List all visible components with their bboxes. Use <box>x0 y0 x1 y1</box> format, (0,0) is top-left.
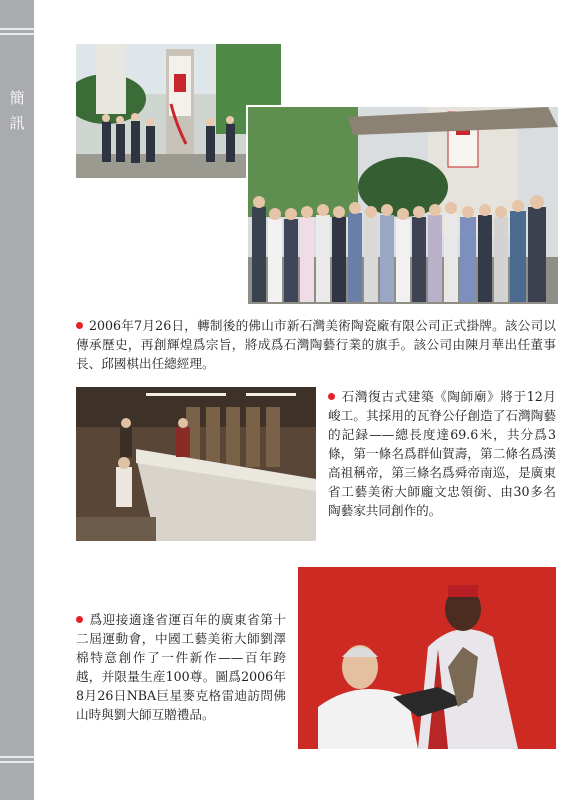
photo-group <box>246 105 560 306</box>
bullet-icon <box>328 393 335 400</box>
photo-gift-exchange <box>298 567 556 749</box>
section-label <box>0 86 34 136</box>
caption-temple-ridge <box>328 387 556 520</box>
caption-text: 爲迎接適逢省運百年的廣東省第十二屆運動會，中國工藝美術大師劉澤棉特意創作了一件新作——百年跨越，并限量生産100尊。圖爲2006年8月26日NBA巨星麥克格雷迪訪問佛山時與劉大師互贈禮品。 <box>76 612 286 722</box>
caption-text: 2006年7月26日，轉制後的佛山市新石灣美術陶瓷廠有限公司正式掛牌。該公司以傳承歷史，再創輝煌爲宗旨，將成爲石灣陶藝行業的旗手。該公司由陳月華出任董事長、邱國棋出任總經理。 <box>76 318 556 371</box>
caption-company-listing <box>76 316 556 373</box>
caption-text: 石灣復古式建築《陶師廟》將于12月峻工。其採用的瓦脊公仔創造了石灣陶藝的記録——總長度達69.6米，共分爲3條，第一條名爲群仙賀壽，第二條名爲漢高祖稱帝，第三條名爲舜帝南巡，是廣東省工藝美術大師龐文忠領銜、由30多名陶藝家共同創作的。 <box>328 389 556 518</box>
section-label-char-2: 訊 <box>9 114 25 132</box>
bullet-icon <box>76 322 83 329</box>
caption-nba-gift <box>76 610 286 724</box>
sidebar <box>0 0 34 800</box>
sidebar-rule-top <box>0 28 34 38</box>
sidebar-rule-bottom <box>0 756 34 766</box>
photo-ceramic-ridge <box>76 387 316 541</box>
bullet-icon <box>76 616 83 623</box>
section-label-char-1: 簡 <box>9 89 25 107</box>
